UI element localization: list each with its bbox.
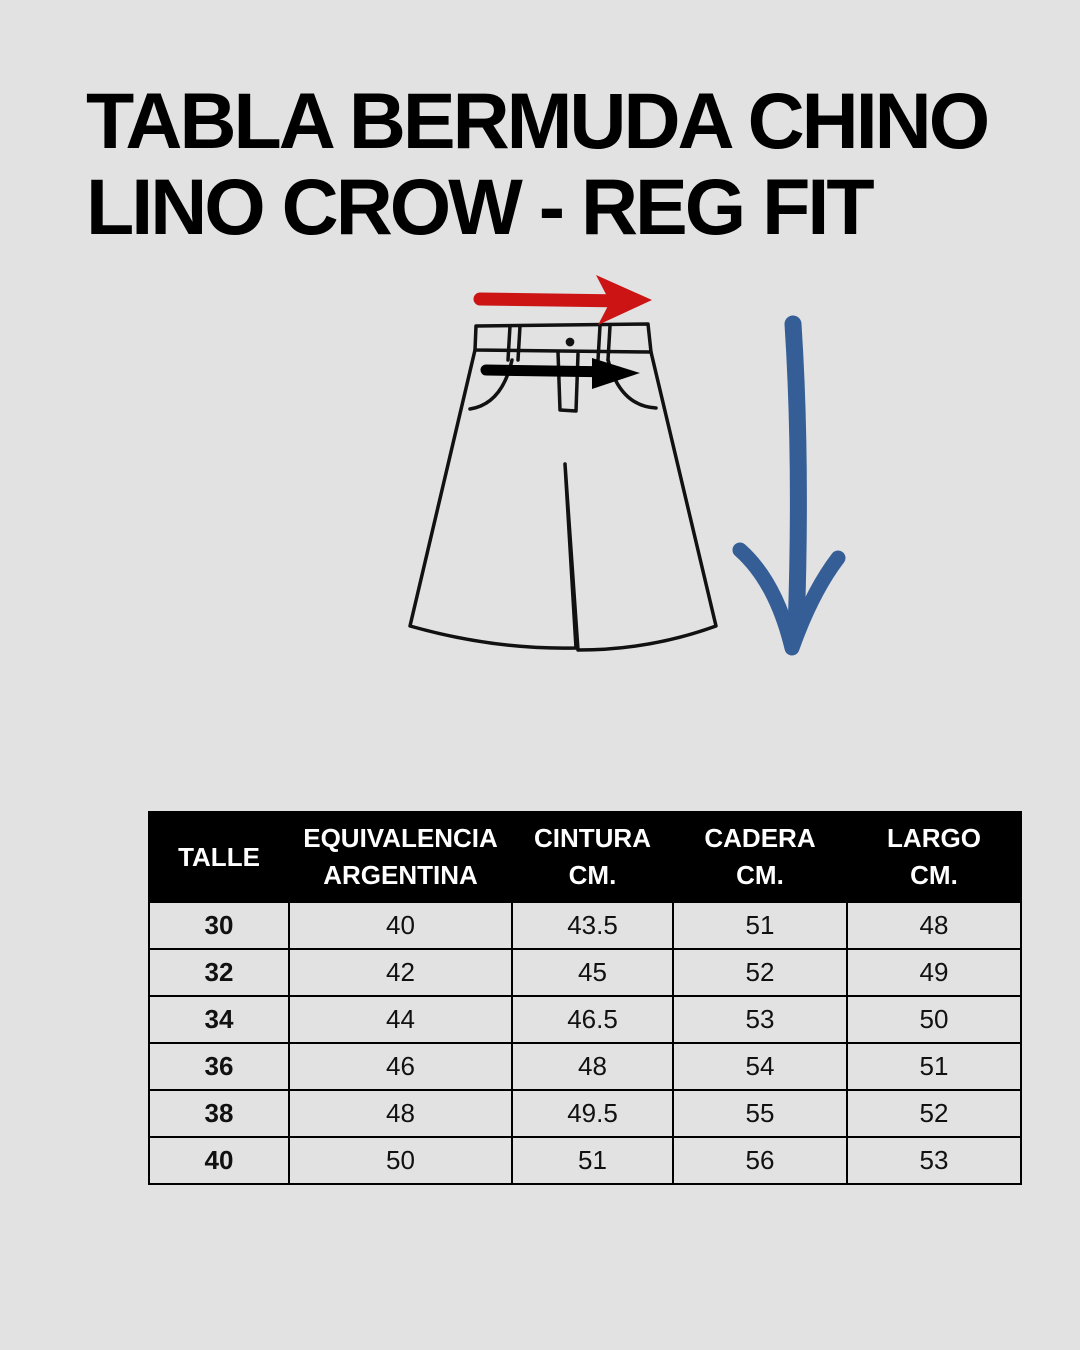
cell-talle: 34 [149,996,289,1043]
cell-largo: 53 [847,1137,1021,1184]
size-chart-table [148,811,1022,1185]
cell-equivalencia: 42 [289,949,512,996]
cell-cadera: 51 [673,902,847,949]
table-header-row [149,812,1021,902]
waist-arrow [480,275,652,325]
table-header [149,812,1021,902]
cell-cintura: 51 [512,1137,673,1184]
cell-largo: 50 [847,996,1021,1043]
cell-largo: 48 [847,902,1021,949]
table-row [149,1043,1021,1090]
measurement-illustration [400,262,860,662]
cell-cintura: 48 [512,1043,673,1090]
cell-cadera: 54 [673,1043,847,1090]
cell-equivalencia: 46 [289,1043,512,1090]
cell-talle: 40 [149,1137,289,1184]
table-row [149,902,1021,949]
cell-cintura: 49.5 [512,1090,673,1137]
header-talle: TALLE [149,812,289,902]
title-line-1: TABLA BERMUDA CHINO [86,76,988,165]
table-row [149,1090,1021,1137]
title-line-2: LINO CROW - REG FIT [86,162,872,251]
cell-equivalencia: 50 [289,1137,512,1184]
table-body [149,902,1021,1184]
cell-equivalencia: 40 [289,902,512,949]
cell-largo: 52 [847,1090,1021,1137]
cell-cintura: 46.5 [512,996,673,1043]
header-largo: LARGO CM. [847,812,1021,902]
page-title [86,78,1046,250]
cell-cintura: 45 [512,949,673,996]
cell-talle: 38 [149,1090,289,1137]
header-cadera: CADERA CM. [673,812,847,902]
cell-largo: 51 [847,1043,1021,1090]
cell-cadera: 55 [673,1090,847,1137]
cell-talle: 32 [149,949,289,996]
cell-cadera: 56 [673,1137,847,1184]
bermuda-shorts-icon [400,262,860,662]
table-row [149,1137,1021,1184]
cell-cadera: 53 [673,996,847,1043]
cell-talle: 36 [149,1043,289,1090]
cell-equivalencia: 48 [289,1090,512,1137]
length-arrow [740,324,838,648]
table-row [149,949,1021,996]
cell-cadera: 52 [673,949,847,996]
table-row [149,996,1021,1043]
header-cintura: CINTURA CM. [512,812,673,902]
cell-cintura: 43.5 [512,902,673,949]
cell-talle: 30 [149,902,289,949]
cell-largo: 49 [847,949,1021,996]
cell-equivalencia: 44 [289,996,512,1043]
header-equivalencia: EQUIVALENCIA ARGENTINA [289,812,512,902]
